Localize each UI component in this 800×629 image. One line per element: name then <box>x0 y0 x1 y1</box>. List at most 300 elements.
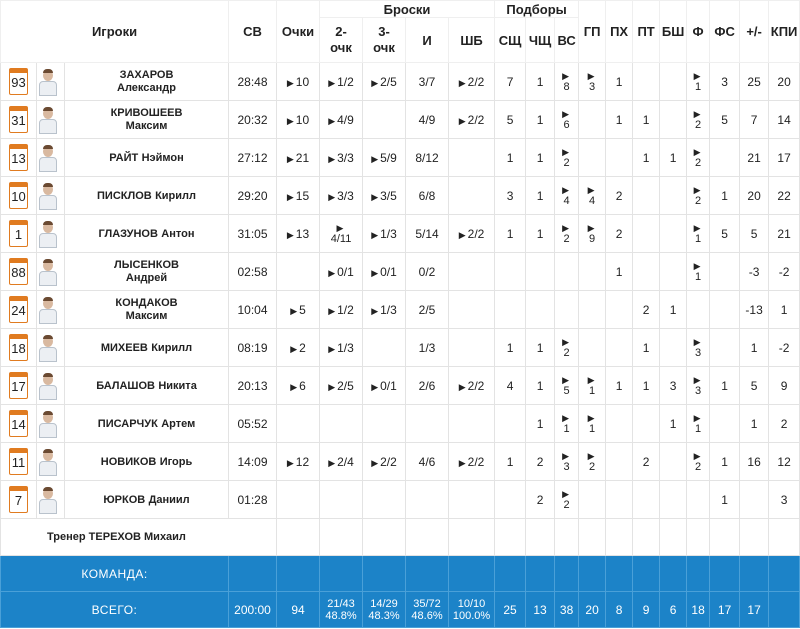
play-icon[interactable]: ▶ <box>328 381 336 392</box>
player-surname[interactable]: ПИСАРЧУК <box>97 418 158 430</box>
stat-ft[interactable]: ▶ 2/2 <box>449 101 495 139</box>
play-icon[interactable]: ▶ <box>286 115 294 126</box>
stat-two[interactable]: ▶ 1/2 <box>320 291 363 329</box>
stat-stl <box>633 177 660 215</box>
play-icon[interactable]: ▶ <box>371 229 379 240</box>
stat-pm: 25 <box>740 63 769 101</box>
header-fg[interactable]: И <box>406 18 449 63</box>
player-photo[interactable] <box>37 334 59 362</box>
stat-reb[interactable]: ▶ 2 <box>555 329 579 367</box>
play-icon[interactable]: ▶ <box>371 153 379 164</box>
player-photo[interactable] <box>37 220 59 248</box>
player-row[interactable] <box>1 329 800 367</box>
stat-reb[interactable]: ▶ 6 <box>555 101 579 139</box>
stat-ft <box>449 177 495 215</box>
play-icon[interactable]: ▶ <box>371 77 379 88</box>
player-row[interactable] <box>1 215 800 253</box>
stat-oreb: 1 <box>526 101 555 139</box>
header-efficiency[interactable]: КПИ <box>769 1 800 63</box>
stat-pts[interactable]: ▶ 5 <box>277 291 320 329</box>
stat-eff: 3 <box>769 481 800 519</box>
player-time: 14:09 <box>229 443 277 481</box>
play-icon[interactable]: ▶ <box>371 381 379 392</box>
coach-label: Тренер ТЕРЕХОВ Михаил <box>1 519 277 556</box>
player-name-cell[interactable] <box>65 481 229 519</box>
stat-fg: 1/3 <box>406 329 449 367</box>
player-surname[interactable]: ЛЫСЕНКОВ <box>114 258 179 271</box>
play-icon[interactable]: ▶ <box>562 108 570 119</box>
stat-pf[interactable]: ▶ 2 <box>687 139 710 177</box>
player-surname[interactable]: КОНДАКОВ <box>115 296 178 309</box>
stat-to <box>606 329 633 367</box>
stat-to <box>606 291 633 329</box>
play-icon[interactable]: ▶ <box>328 191 336 202</box>
player-firstname[interactable]: Александр <box>117 81 176 94</box>
stat-three[interactable]: ▶ 2/5 <box>363 63 406 101</box>
player-number-cell <box>1 139 37 177</box>
stat-reb[interactable]: ▶ 2 <box>555 481 579 519</box>
stat-pf[interactable]: ▶ 1 <box>687 253 710 291</box>
player-number-cell <box>1 291 37 329</box>
player-row[interactable] <box>1 139 800 177</box>
stat-fg: 4/6 <box>406 443 449 481</box>
stat-three <box>363 405 406 443</box>
stat-two[interactable]: ▶ 4/9 <box>320 101 363 139</box>
play-icon[interactable]: ▶ <box>371 267 379 278</box>
stat-two[interactable]: ▶ 1/3 <box>320 329 363 367</box>
stat-dreb: 7 <box>495 63 526 101</box>
stat-dreb: 4 <box>495 367 526 405</box>
player-firstname[interactable]: Игорь <box>159 456 193 468</box>
player-photo[interactable] <box>37 68 59 96</box>
header-rebounds-group: Подборы <box>495 1 579 18</box>
player-photo[interactable] <box>37 258 59 286</box>
player-name-cell[interactable] <box>65 443 229 481</box>
player-rows <box>1 63 800 519</box>
player-row[interactable] <box>1 405 800 443</box>
player-name-cell[interactable] <box>65 177 229 215</box>
stat-reb <box>555 291 579 329</box>
player-photo-cell <box>37 101 65 139</box>
player-firstname[interactable]: Артем <box>161 418 196 430</box>
play-icon[interactable]: ▶ <box>562 336 570 347</box>
play-icon[interactable]: ▶ <box>458 77 466 88</box>
player-number-cell <box>1 443 37 481</box>
jersey-number-badge: 24 <box>9 296 28 323</box>
player-firstname[interactable]: Никита <box>158 380 197 392</box>
play-icon[interactable]: ▶ <box>587 412 595 423</box>
player-name-cell[interactable] <box>65 253 229 291</box>
player-number-cell <box>1 329 37 367</box>
play-icon[interactable]: ▶ <box>286 77 294 88</box>
stat-two[interactable]: ▶ 3/3 <box>320 139 363 177</box>
stat-pts[interactable]: ▶ 2 <box>277 329 320 367</box>
total-row <box>1 592 800 628</box>
player-row[interactable] <box>1 253 800 291</box>
stat-stl: 1 <box>633 101 660 139</box>
play-icon[interactable]: ▶ <box>336 222 344 233</box>
stat-ast[interactable]: ▶ 1 <box>579 367 606 405</box>
jersey-number-badge: 17 <box>9 372 28 399</box>
stat-three[interactable]: ▶ 0/1 <box>363 367 406 405</box>
stat-ast <box>579 139 606 177</box>
stat-ast[interactable]: ▶ 2 <box>579 443 606 481</box>
stat-ft[interactable]: ▶ 2/2 <box>449 63 495 101</box>
player-firstname[interactable]: Максим <box>125 119 168 132</box>
player-name-cell[interactable] <box>65 329 229 367</box>
stat-three[interactable]: ▶ 5/9 <box>363 139 406 177</box>
play-icon[interactable]: ▶ <box>693 374 701 385</box>
stat-reb[interactable]: ▶ 2 <box>555 139 579 177</box>
play-icon[interactable]: ▶ <box>562 412 570 423</box>
stat-pfd: 3 <box>710 63 740 101</box>
player-time: 08:19 <box>229 329 277 367</box>
total-two-pct: 48.8% <box>325 609 357 622</box>
play-icon[interactable]: ▶ <box>371 305 379 316</box>
player-photo[interactable] <box>37 372 59 400</box>
stat-three[interactable]: ▶ 1/3 <box>363 291 406 329</box>
total-fg-made: 35/72 <box>413 597 441 610</box>
total-reb: 38 <box>555 592 579 628</box>
player-number-cell <box>1 101 37 139</box>
total-ft-made: 10/10 <box>457 597 486 610</box>
player-photo[interactable] <box>37 182 59 210</box>
player-name-cell[interactable] <box>65 63 229 101</box>
player-row[interactable] <box>1 481 800 519</box>
play-icon[interactable]: ▶ <box>587 222 595 233</box>
stat-pfd <box>710 405 740 443</box>
play-icon[interactable]: ▶ <box>286 229 294 240</box>
team-row-label: КОМАНДА: <box>1 556 229 592</box>
player-number-cell <box>1 481 37 519</box>
stat-pm: -13 <box>740 291 769 329</box>
header-turnovers[interactable]: ПХ <box>606 1 633 63</box>
stat-pts[interactable]: ▶ 10 <box>277 101 320 139</box>
player-photo-cell <box>37 291 65 329</box>
stat-dreb: 1 <box>495 139 526 177</box>
player-photo[interactable] <box>37 296 59 324</box>
stat-eff: -2 <box>769 329 800 367</box>
stat-dreb: 3 <box>495 177 526 215</box>
stat-fg: 6/8 <box>406 177 449 215</box>
stat-ft <box>449 139 495 177</box>
play-icon[interactable]: ▶ <box>328 343 336 354</box>
play-icon[interactable]: ▶ <box>693 222 701 233</box>
player-firstname[interactable]: Андрей <box>125 271 168 284</box>
player-photo[interactable] <box>37 106 59 134</box>
header-fouls-drawn[interactable]: ФС <box>710 1 740 63</box>
play-icon[interactable]: ▶ <box>562 374 570 385</box>
play-icon[interactable]: ▶ <box>693 146 701 157</box>
play-icon[interactable]: ▶ <box>693 70 701 81</box>
player-time: 27:12 <box>229 139 277 177</box>
stat-blk <box>660 101 687 139</box>
play-icon[interactable]: ▶ <box>290 381 298 392</box>
stat-ast[interactable]: ▶ 9 <box>579 215 606 253</box>
stat-two[interactable]: ▶ 1/2 <box>320 63 363 101</box>
stat-blk <box>660 329 687 367</box>
play-icon[interactable]: ▶ <box>587 184 595 195</box>
stat-three[interactable]: ▶ 3/5 <box>363 177 406 215</box>
stat-two[interactable]: ▶ 2/5 <box>320 367 363 405</box>
player-name-cell[interactable] <box>65 101 229 139</box>
player-surname[interactable]: РАЙТ <box>109 152 139 164</box>
stat-pf[interactable]: ▶ 1 <box>687 405 710 443</box>
stat-pts[interactable]: ▶ 10 <box>277 63 320 101</box>
stat-three[interactable]: ▶ 2/2 <box>363 443 406 481</box>
stat-blk: 1 <box>660 405 687 443</box>
stat-reb[interactable]: ▶ 5 <box>555 367 579 405</box>
player-row[interactable] <box>1 101 800 139</box>
header-total-reb[interactable]: ВС <box>555 18 579 63</box>
stat-ast[interactable]: ▶ 3 <box>579 63 606 101</box>
play-icon[interactable]: ▶ <box>458 229 466 240</box>
stat-pf <box>687 291 710 329</box>
play-icon[interactable]: ▶ <box>562 146 570 157</box>
play-icon[interactable]: ▶ <box>286 457 294 468</box>
stat-fg <box>406 405 449 443</box>
player-name-cell[interactable] <box>65 215 229 253</box>
stat-oreb: 1 <box>526 139 555 177</box>
player-name-cell[interactable] <box>65 367 229 405</box>
player-surname[interactable]: БАЛАШОВ <box>96 380 155 392</box>
stat-blk: 3 <box>660 367 687 405</box>
play-icon[interactable]: ▶ <box>286 153 294 164</box>
stat-pfd <box>710 329 740 367</box>
jersey-number-badge: 10 <box>9 182 28 209</box>
stat-ast[interactable]: ▶ 4 <box>579 177 606 215</box>
stat-pf[interactable]: ▶ 1 <box>687 63 710 101</box>
player-photo[interactable] <box>37 486 59 514</box>
stat-reb[interactable]: ▶ 8 <box>555 63 579 101</box>
stat-ft[interactable]: ▶ 2/2 <box>449 443 495 481</box>
stat-ft[interactable]: ▶ 2/2 <box>449 367 495 405</box>
header-fouls[interactable]: Ф <box>687 1 710 63</box>
player-row[interactable] <box>1 63 800 101</box>
stat-ast <box>579 481 606 519</box>
play-icon[interactable]: ▶ <box>587 374 595 385</box>
stat-reb[interactable]: ▶ 1 <box>555 405 579 443</box>
total-assists: 20 <box>579 592 606 628</box>
stat-ft[interactable]: ▶ 2/2 <box>449 215 495 253</box>
stat-pts[interactable]: ▶ 15 <box>277 177 320 215</box>
header-time[interactable]: СВ <box>229 1 277 63</box>
stat-ast[interactable]: ▶ 1 <box>579 405 606 443</box>
stat-fg: 2/6 <box>406 367 449 405</box>
header-players[interactable]: Игроки <box>1 1 229 63</box>
total-turnovers: 8 <box>606 592 633 628</box>
play-icon[interactable]: ▶ <box>587 70 595 81</box>
stat-fg: 8/12 <box>406 139 449 177</box>
total-three-pct: 48.3% <box>368 609 400 622</box>
stat-two[interactable]: ▶ 3/3 <box>320 177 363 215</box>
play-icon[interactable]: ▶ <box>587 450 595 461</box>
play-icon[interactable]: ▶ <box>562 488 570 499</box>
play-icon[interactable]: ▶ <box>328 115 336 126</box>
header-blocks[interactable]: БШ <box>660 1 687 63</box>
player-photo[interactable] <box>37 144 59 172</box>
stat-three[interactable]: ▶ 1/3 <box>363 215 406 253</box>
player-surname[interactable]: МИХЕЕВ <box>100 342 148 354</box>
stat-eff: 14 <box>769 101 800 139</box>
player-firstname[interactable]: Нэймон <box>141 152 184 164</box>
stat-oreb <box>526 253 555 291</box>
total-fouls-drawn: 17 <box>710 592 740 628</box>
stat-ft <box>449 481 495 519</box>
jersey-number-badge: 1 <box>9 220 28 247</box>
play-icon[interactable]: ▶ <box>693 450 701 461</box>
stat-dreb <box>495 405 526 443</box>
play-icon[interactable]: ▶ <box>290 305 298 316</box>
player-firstname[interactable]: Даниил <box>148 494 190 506</box>
player-photo-cell <box>37 253 65 291</box>
player-row[interactable] <box>1 291 800 329</box>
header-ft[interactable]: ШБ <box>449 18 495 63</box>
play-icon[interactable]: ▶ <box>328 153 336 164</box>
player-photo-cell <box>37 405 65 443</box>
header-two-pt[interactable]: 2-очк <box>320 18 363 63</box>
player-photo-cell <box>37 63 65 101</box>
play-icon[interactable]: ▶ <box>562 70 570 81</box>
stat-blk <box>660 443 687 481</box>
header-points[interactable]: Очки <box>277 1 320 63</box>
play-icon[interactable]: ▶ <box>693 260 701 271</box>
stat-two[interactable]: ▶ 0/1 <box>320 253 363 291</box>
play-icon[interactable]: ▶ <box>371 191 379 202</box>
total-time: 200:00 <box>229 592 277 628</box>
play-icon[interactable]: ▶ <box>458 381 466 392</box>
stat-fg: 2/5 <box>406 291 449 329</box>
player-firstname[interactable]: Антон <box>161 228 195 240</box>
stat-pfd <box>710 139 740 177</box>
stat-pts[interactable]: ▶ 12 <box>277 443 320 481</box>
play-icon[interactable]: ▶ <box>693 412 701 423</box>
player-time: 20:13 <box>229 367 277 405</box>
header-def-reb[interactable]: СЩ <box>495 18 526 63</box>
stat-pf[interactable]: ▶ 3 <box>687 367 710 405</box>
stat-blk <box>660 215 687 253</box>
stat-pf[interactable]: ▶ 1 <box>687 215 710 253</box>
play-icon[interactable]: ▶ <box>693 336 701 347</box>
player-number-cell <box>1 63 37 101</box>
stat-two[interactable]: ▶ 4/11 <box>320 215 363 253</box>
play-icon[interactable]: ▶ <box>562 222 570 233</box>
stat-oreb: 2 <box>526 481 555 519</box>
player-surname[interactable]: ЮРКОВ <box>103 494 146 506</box>
play-icon[interactable]: ▶ <box>458 115 466 126</box>
stat-blk: 1 <box>660 139 687 177</box>
stat-pts[interactable]: ▶ 6 <box>277 367 320 405</box>
total-blocks: 6 <box>660 592 687 628</box>
stat-oreb: 2 <box>526 443 555 481</box>
total-three-made: 14/29 <box>370 597 398 610</box>
player-surname[interactable]: НОВИКОВ <box>100 456 157 468</box>
stat-two <box>320 481 363 519</box>
stat-pf[interactable]: ▶ 2 <box>687 101 710 139</box>
player-row[interactable] <box>1 367 800 405</box>
player-firstname[interactable]: Кирилл <box>155 190 196 202</box>
play-icon[interactable]: ▶ <box>290 343 298 354</box>
player-row[interactable] <box>1 443 800 481</box>
player-name-cell[interactable] <box>65 405 229 443</box>
stat-pf[interactable]: ▶ 3 <box>687 329 710 367</box>
stat-three[interactable]: ▶ 0/1 <box>363 253 406 291</box>
play-icon[interactable]: ▶ <box>328 77 336 88</box>
header-plus-minus[interactable]: +/- <box>740 1 769 63</box>
total-off-reb: 13 <box>526 592 555 628</box>
player-photo-cell <box>37 481 65 519</box>
stat-pts[interactable]: ▶ 21 <box>277 139 320 177</box>
player-time: 02:58 <box>229 253 277 291</box>
play-icon[interactable]: ▶ <box>371 457 379 468</box>
player-row[interactable] <box>1 177 800 215</box>
stat-pm: 16 <box>740 443 769 481</box>
play-icon[interactable]: ▶ <box>328 457 336 468</box>
player-photo-cell <box>37 443 65 481</box>
player-photo[interactable] <box>37 448 59 476</box>
stat-eff: 2 <box>769 405 800 443</box>
player-name-cell[interactable] <box>65 291 229 329</box>
stat-ast <box>579 253 606 291</box>
stat-reb[interactable]: ▶ 2 <box>555 215 579 253</box>
coach-row <box>1 519 800 556</box>
play-icon[interactable]: ▶ <box>458 457 466 468</box>
player-firstname[interactable]: Кирилл <box>151 342 193 354</box>
play-icon[interactable]: ▶ <box>328 305 336 316</box>
play-icon[interactable]: ▶ <box>328 267 336 278</box>
player-surname[interactable]: ЗАХАРОВ <box>119 68 174 81</box>
player-surname[interactable]: ГЛАЗУНОВ <box>98 228 158 240</box>
play-icon[interactable]: ▶ <box>693 184 701 195</box>
play-icon[interactable]: ▶ <box>693 108 701 119</box>
player-firstname[interactable]: Максим <box>125 309 168 322</box>
header-off-reb[interactable]: ЧЩ <box>526 18 555 63</box>
play-icon[interactable]: ▶ <box>286 191 294 202</box>
stat-dreb: 1 <box>495 215 526 253</box>
stat-pts <box>277 405 320 443</box>
header-assists[interactable]: ГП <box>579 1 606 63</box>
header-steals[interactable]: ПТ <box>633 1 660 63</box>
total-efficiency <box>769 592 800 628</box>
player-name-cell[interactable] <box>65 139 229 177</box>
jersey-number-badge: 14 <box>9 410 28 437</box>
player-surname[interactable]: ПИСКЛОВ <box>97 190 152 202</box>
jersey-number-badge: 18 <box>9 334 28 361</box>
stat-two[interactable]: ▶ 2/4 <box>320 443 363 481</box>
stat-eff: 12 <box>769 443 800 481</box>
stat-eff: 22 <box>769 177 800 215</box>
stat-pf[interactable]: ▶ 2 <box>687 177 710 215</box>
stat-reb[interactable]: ▶ 4 <box>555 177 579 215</box>
play-icon[interactable]: ▶ <box>562 450 570 461</box>
player-photo[interactable] <box>37 410 59 438</box>
player-number-cell <box>1 215 37 253</box>
stat-oreb: 1 <box>526 329 555 367</box>
stat-blk <box>660 481 687 519</box>
stat-pts[interactable]: ▶ 13 <box>277 215 320 253</box>
player-time: 05:52 <box>229 405 277 443</box>
stat-reb[interactable]: ▶ 3 <box>555 443 579 481</box>
player-time: 20:32 <box>229 101 277 139</box>
player-surname[interactable]: КРИВОШЕЕВ <box>110 106 183 119</box>
player-photo-cell <box>37 139 65 177</box>
stat-to <box>606 139 633 177</box>
stat-pf[interactable]: ▶ 2 <box>687 443 710 481</box>
stat-eff: 21 <box>769 215 800 253</box>
stat-fg: 3/7 <box>406 63 449 101</box>
header-three-pt[interactable]: 3-очк <box>363 18 406 63</box>
play-icon[interactable]: ▶ <box>562 184 570 195</box>
